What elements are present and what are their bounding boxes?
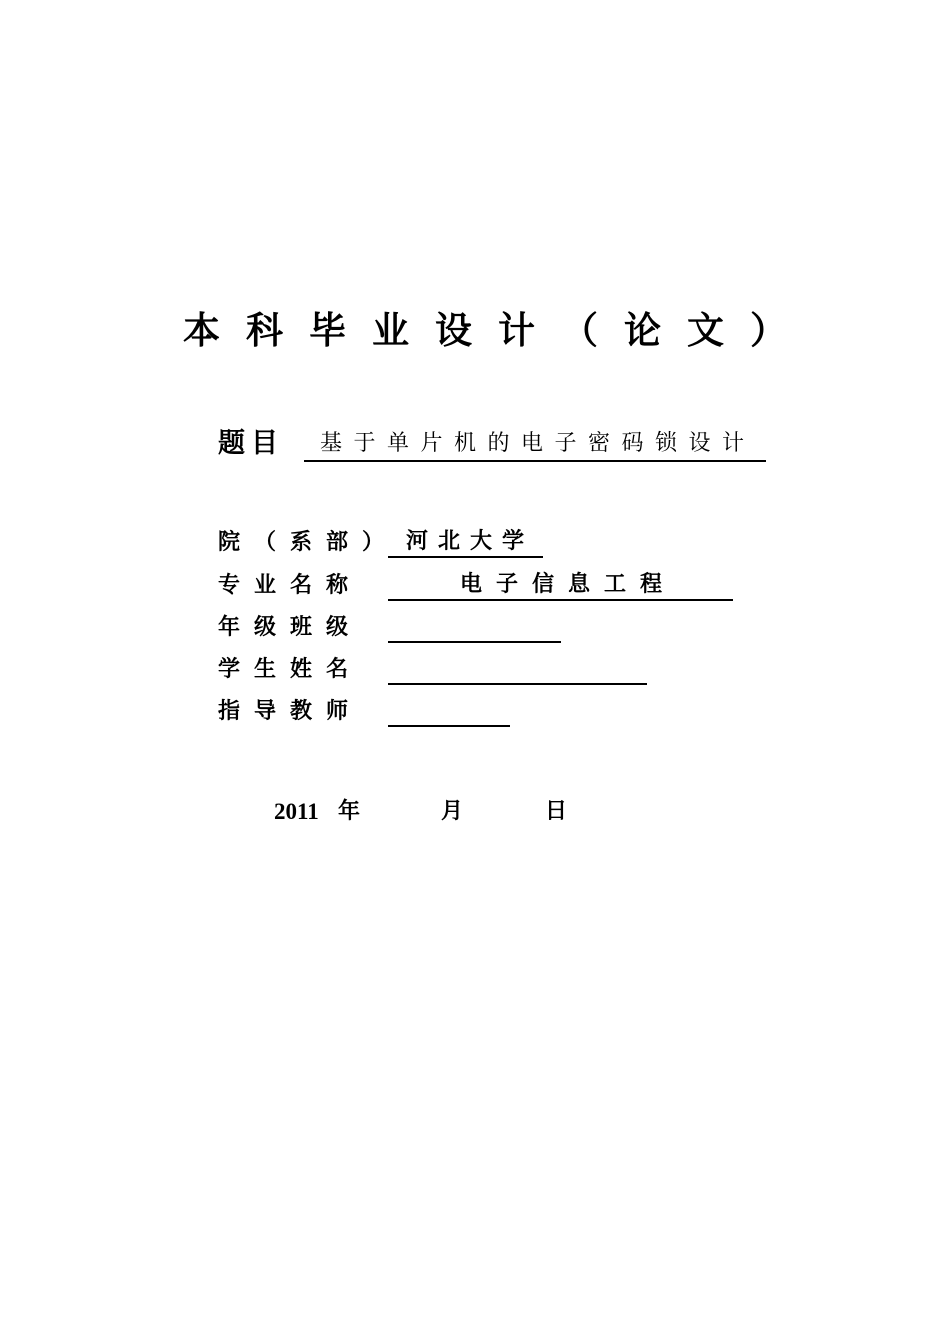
date-year-char: 年 bbox=[338, 799, 361, 824]
advisor-value bbox=[388, 697, 510, 727]
department-value: 河北大学 bbox=[388, 528, 543, 558]
topic-label: 题目 bbox=[218, 428, 284, 459]
cover-title: 本科毕业设计（论文） bbox=[183, 309, 813, 352]
major-label: 专业名称 bbox=[218, 573, 363, 598]
major-value: 电子信息工程 bbox=[388, 571, 733, 601]
topic-value: 基于单片机的电子密码锁设计 bbox=[304, 428, 766, 462]
date-year: 2011 bbox=[274, 799, 319, 824]
date-month-char: 月 bbox=[441, 799, 464, 824]
date-day-char: 日 bbox=[545, 799, 568, 824]
advisor-label: 指导教师 bbox=[218, 699, 363, 724]
department-label: 院（系部） bbox=[218, 530, 399, 555]
student-name-value bbox=[388, 655, 647, 685]
grade-class-label: 年级班级 bbox=[218, 615, 363, 640]
student-name-label: 学生姓名 bbox=[218, 657, 363, 682]
grade-class-value bbox=[388, 613, 561, 643]
